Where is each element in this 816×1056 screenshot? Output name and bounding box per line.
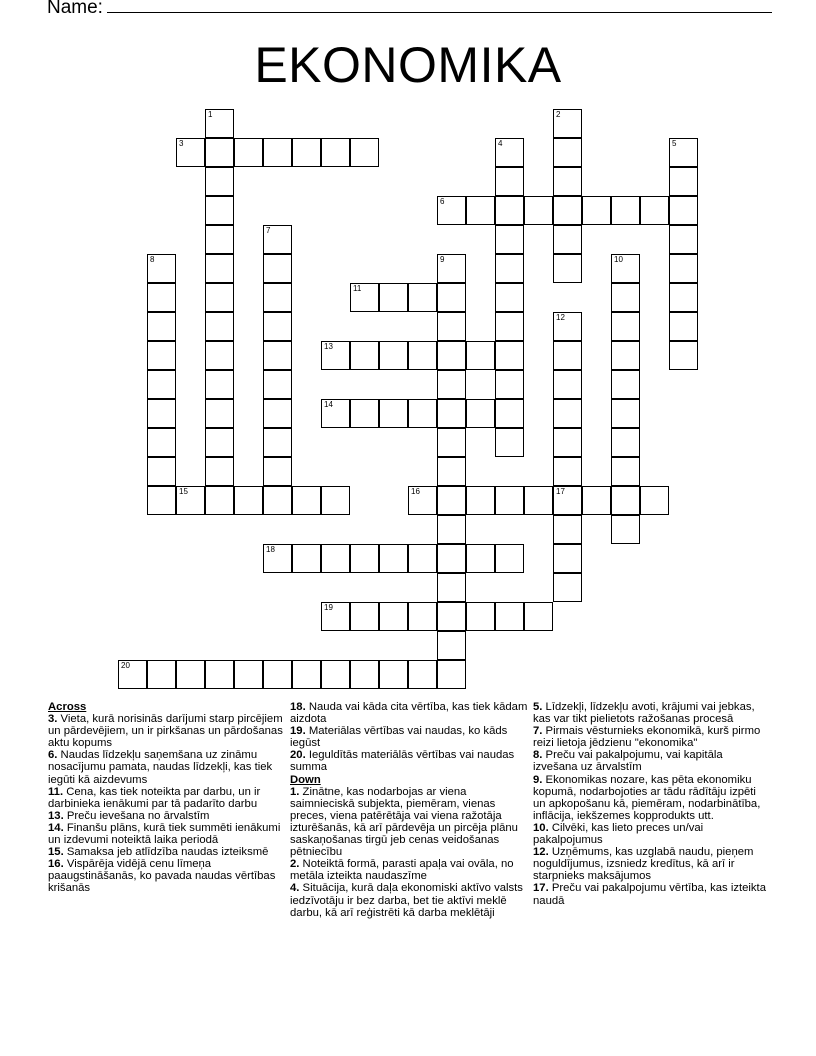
crossword-cell[interactable] [205,428,234,457]
crossword-cell[interactable] [205,370,234,399]
crossword-cell[interactable] [321,660,350,689]
crossword-cell[interactable] [495,225,524,254]
crossword-cell[interactable] [205,312,234,341]
crossword-cell[interactable] [495,602,524,631]
crossword-cell[interactable] [147,254,176,283]
crossword-cell[interactable] [263,370,292,399]
crossword-cell[interactable] [611,399,640,428]
crossword-cell[interactable] [437,254,466,283]
crossword-cell[interactable] [495,370,524,399]
crossword-cell[interactable] [553,312,582,341]
crossword-cell[interactable] [466,602,495,631]
crossword-cell[interactable] [263,660,292,689]
crossword-cell[interactable] [205,341,234,370]
clue-number: 20 [121,661,130,670]
crossword-cell[interactable] [466,196,495,225]
crossword-cell[interactable] [437,660,466,689]
crossword-cell[interactable] [437,312,466,341]
clue-across-11: 11. Cena, kas tiek noteikta par darbu, un ir darbinieka ienākumi par tā padarīto darbu [48,785,261,810]
crossword-cell[interactable] [263,428,292,457]
crossword-cell[interactable] [263,457,292,486]
crossword-cell[interactable] [495,138,524,167]
clue-across-18: 18. Nauda vai kāda cita vērtība, kas tiek kādam aizdota [290,701,528,726]
crossword-cell[interactable] [147,428,176,457]
crossword-cell[interactable] [437,428,466,457]
crossword-cell[interactable] [263,399,292,428]
crossword-cell[interactable] [147,399,176,428]
crossword-cell[interactable] [553,573,582,602]
crossword-cell[interactable] [669,254,698,283]
crossword-cell[interactable] [495,283,524,312]
crossword-cell[interactable] [553,196,582,225]
crossword-cell[interactable] [611,196,640,225]
crossword-cell[interactable] [437,341,466,370]
clue-down-7: 7. Pirmais vēsturnieks ekonomikā, kurš pirmo reizi lietoja jēdzienu "ekonomika" [533,725,761,750]
crossword-cell[interactable] [437,196,466,225]
crossword-cell[interactable] [437,283,466,312]
clues-column-2 [290,701,530,919]
clue-number: 5 [672,139,677,148]
crossword-cell[interactable] [205,254,234,283]
crossword-cell[interactable] [263,283,292,312]
clue-number: 8 [150,255,155,264]
crossword-cell[interactable] [437,457,466,486]
crossword-cell[interactable] [263,225,292,254]
crossword-cell[interactable] [147,486,176,515]
crossword-cell[interactable] [611,515,640,544]
crossword-cell[interactable] [611,312,640,341]
crossword-cell[interactable] [669,283,698,312]
crossword-cell[interactable] [350,399,379,428]
crossword-cell[interactable] [640,196,669,225]
crossword-cell[interactable] [437,486,466,515]
crossword-cell[interactable] [495,312,524,341]
crossword-cell[interactable] [669,138,698,167]
crossword-cell[interactable] [495,167,524,196]
crossword-cell[interactable] [379,399,408,428]
clue-across-19: 19. Materiālas vērtības vai naudas, ko kāds iegūst [290,725,508,750]
crossword-cell[interactable] [205,399,234,428]
crossword-cell[interactable] [379,602,408,631]
crossword-cell[interactable] [466,399,495,428]
crossword-cell[interactable] [292,138,321,167]
crossword-cell[interactable] [553,138,582,167]
crossword-cell[interactable] [176,486,205,515]
clue-down-5: 5. Līdzekļi, līdzekļu avoti, krājumi vai jebkas, kas var tikt pielietots ražošanas procesā [533,701,755,726]
clue-across-15: 15. Samaksa jeb atlīdzība naudas izteiksmē [48,846,269,859]
clue-number: 10 [614,255,623,264]
clue-number: 17 [556,487,565,496]
crossword-cell[interactable] [408,341,437,370]
clue-number: 18 [266,545,275,554]
crossword-cell[interactable] [263,138,292,167]
crossword-cell[interactable] [466,544,495,573]
crossword-cell[interactable] [495,486,524,515]
crossword-cell[interactable] [263,544,292,573]
crossword-cell[interactable] [379,660,408,689]
crossword-cell[interactable] [205,283,234,312]
crossword-cell[interactable] [147,283,176,312]
clue-down-8: 8. Preču vai pakalpojumu, vai kapitāla izvešana uz ārvalstīm [533,749,723,774]
clue-across-13: 13. Preču ievešana no ārvalstīm [48,809,210,822]
crossword-cell[interactable] [640,486,669,515]
crossword-cell[interactable] [350,660,379,689]
crossword-cell[interactable] [321,138,350,167]
crossword-cell[interactable] [408,399,437,428]
crossword-cell[interactable] [147,341,176,370]
crossword-cell[interactable] [495,428,524,457]
crossword-cell[interactable] [553,225,582,254]
crossword-cell[interactable] [147,660,176,689]
crossword-cell[interactable] [205,109,234,138]
crossword-cell[interactable] [611,283,640,312]
crossword-cell[interactable] [553,544,582,573]
crossword-cell[interactable] [408,602,437,631]
clue-across-20: 20. Ieguldītās materiālās vērtības vai naudas summa [290,749,515,774]
crossword-cell[interactable] [321,544,350,573]
name-label: Name: [47,0,103,18]
crossword-cell[interactable] [524,486,553,515]
clue-number: 6 [440,197,445,206]
crossword-cell[interactable] [118,660,147,689]
crossword-cell[interactable] [495,196,524,225]
crossword-cell[interactable] [263,486,292,515]
crossword-cell[interactable] [553,254,582,283]
crossword-cell[interactable] [669,196,698,225]
clue-down-4: 4. Situācija, kurā daļa ekonomiski aktīvo valsts iedzīvotāju ir bez darba, bet tie aktīvi meklē darbu, kā arī reģistrēti kā darba meklētāji [290,882,523,919]
crossword-cell[interactable] [524,196,553,225]
crossword-cell[interactable] [553,109,582,138]
clue-across-14: 14. Finanšu plāns, kurā tiek summēti ienākumi un izdevumi noteiktā laika periodā [48,821,281,847]
crossword-cell[interactable] [669,341,698,370]
clue-number: 9 [440,255,445,264]
crossword-cell[interactable] [611,341,640,370]
crossword-cell[interactable] [147,457,176,486]
crossword-cell[interactable] [611,254,640,283]
crossword-cell[interactable] [408,486,437,515]
crossword-cell[interactable] [553,341,582,370]
clue-across-6: 6. Naudas līdzekļu saņemšana uz zināmu nosacījumu pamata, naudas līdzekļi, kas tiek iegūti kā aizdevums [48,749,273,786]
crossword-cell[interactable] [611,370,640,399]
crossword-cell[interactable] [350,544,379,573]
crossword-cell[interactable] [205,225,234,254]
crossword-cell[interactable] [437,370,466,399]
crossword-cell[interactable] [205,660,234,689]
crossword-cell[interactable] [205,167,234,196]
clues-column-3 [533,701,768,907]
crossword-cell[interactable] [553,428,582,457]
page-title: EKONOMIKA [254,37,562,93]
crossword-cell[interactable] [495,341,524,370]
clue-number: 14 [324,400,333,409]
crossword-cell[interactable] [205,138,234,167]
crossword-cell[interactable] [611,428,640,457]
clue-number: 11 [353,284,362,293]
clue-down-1: 1. Zinātne, kas nodarbojas ar viena saimnieciskā subjekta, piemēram, vienas preces, viena patērētāja vai viena ražotāja izturēšanās, kā arī pārdevēja un pircēja plānu saskaņošanas tirgū jeb cenas veidošanas pētniecību [290,785,518,859]
crossword-cell[interactable] [437,515,466,544]
crossword-cell[interactable] [205,486,234,515]
crossword-cell[interactable] [205,196,234,225]
crossword-cell[interactable] [292,544,321,573]
crossword-cell[interactable] [437,631,466,660]
down-heading: Down [290,773,321,786]
crossword-cell[interactable] [553,370,582,399]
crossword-cell[interactable] [321,602,350,631]
crossword-cell[interactable] [350,341,379,370]
crossword-cell[interactable] [669,312,698,341]
crossword-cell[interactable] [553,515,582,544]
crossword-cell[interactable] [669,167,698,196]
crossword-cell[interactable] [611,486,640,515]
crossword-cell[interactable] [408,544,437,573]
crossword-cell[interactable] [611,457,640,486]
crossword-cell[interactable] [292,486,321,515]
crossword-cell[interactable] [321,486,350,515]
crossword-cell[interactable] [263,312,292,341]
crossword-cell[interactable] [350,602,379,631]
clue-number: 12 [556,313,565,322]
crossword-cell[interactable] [205,457,234,486]
clue-number: 7 [266,226,271,235]
crossword-cell[interactable] [379,544,408,573]
clue-number: 3 [179,139,184,148]
clue-down-12: 12. Uzņēmums, kas uzglabā naudu, pieņem noguldījumus, izsniedz kredītus, kā arī ir starpnieks maksājumos [533,846,754,883]
crossword-cell[interactable] [321,399,350,428]
crossword-cell[interactable] [147,312,176,341]
crossword-cell[interactable] [553,399,582,428]
crossword-cell[interactable] [466,486,495,515]
crossword-cell[interactable] [321,341,350,370]
crossword-cell[interactable] [495,254,524,283]
crossword-cell[interactable] [495,399,524,428]
crossword-cell[interactable] [292,660,321,689]
crossword-cell[interactable] [408,283,437,312]
clue-down-2: 2. Noteiktā formā, parasti apaļa vai ovāla, no metāla izteikta naudaszīme [290,858,514,883]
clue-across-3: 3. Vieta, kurā norisinās darījumi starp pircējiem un pārdevējiem, un ir pirkšanas un pārdošanas aktu kopums [48,713,283,750]
clue-down-9: 9. Ekonomikas nozare, kas pēta ekonomiku kopumā, nodarbojoties ar tādu rādītāju izpēti un apkopošanu kā, piemēram, nodarbinātība, inflācija, iekšzemes kopprodukts utt. [533,773,761,822]
crossword-cell[interactable] [466,341,495,370]
crossword-cell[interactable] [379,283,408,312]
crossword-cell[interactable] [582,486,611,515]
crossword-cell[interactable] [263,254,292,283]
crossword-cell[interactable] [582,196,611,225]
across-heading: Across [48,701,87,713]
crossword-cell[interactable] [437,602,466,631]
clue-number: 16 [411,487,420,496]
crossword-cell[interactable] [553,457,582,486]
crossword-cell[interactable] [176,660,205,689]
crossword-cell[interactable] [495,544,524,573]
crossword-cell[interactable] [234,138,263,167]
crossword-cell[interactable] [263,341,292,370]
crossword-cell[interactable] [147,370,176,399]
clues-column-1 [48,701,283,895]
crossword-cell[interactable] [437,399,466,428]
crossword-cell[interactable] [379,341,408,370]
clue-number: 4 [498,139,503,148]
crossword-cell[interactable] [669,225,698,254]
clue-down-17: 17. Preču vai pakalpojumu vērtība, kas izteikta naudā [533,882,766,907]
crossword-cell[interactable] [437,573,466,602]
clue-down-10: 10. Cilvēki, kas lieto preces un/vai pakalpojumus [533,821,704,847]
clue-across-16: 16. Vispārēja vidējā cenu līmeņa paaugstināšanās, ko pavada naudas vērtības krišanās [48,858,276,895]
crossword-cell[interactable] [234,486,263,515]
crossword-cell[interactable] [553,167,582,196]
clue-number: 19 [324,603,333,612]
crossword-cell[interactable] [176,138,205,167]
clue-number: 13 [324,342,333,351]
crossword-cell[interactable] [350,138,379,167]
crossword-cell[interactable] [524,602,553,631]
clue-number: 2 [556,110,561,119]
crossword-cell[interactable] [350,283,379,312]
clue-number: 15 [179,487,188,496]
crossword-cell[interactable] [234,660,263,689]
crossword-cell[interactable] [437,544,466,573]
crossword-cell[interactable] [553,486,582,515]
crossword-cell[interactable] [408,660,437,689]
clue-number: 1 [208,110,213,119]
